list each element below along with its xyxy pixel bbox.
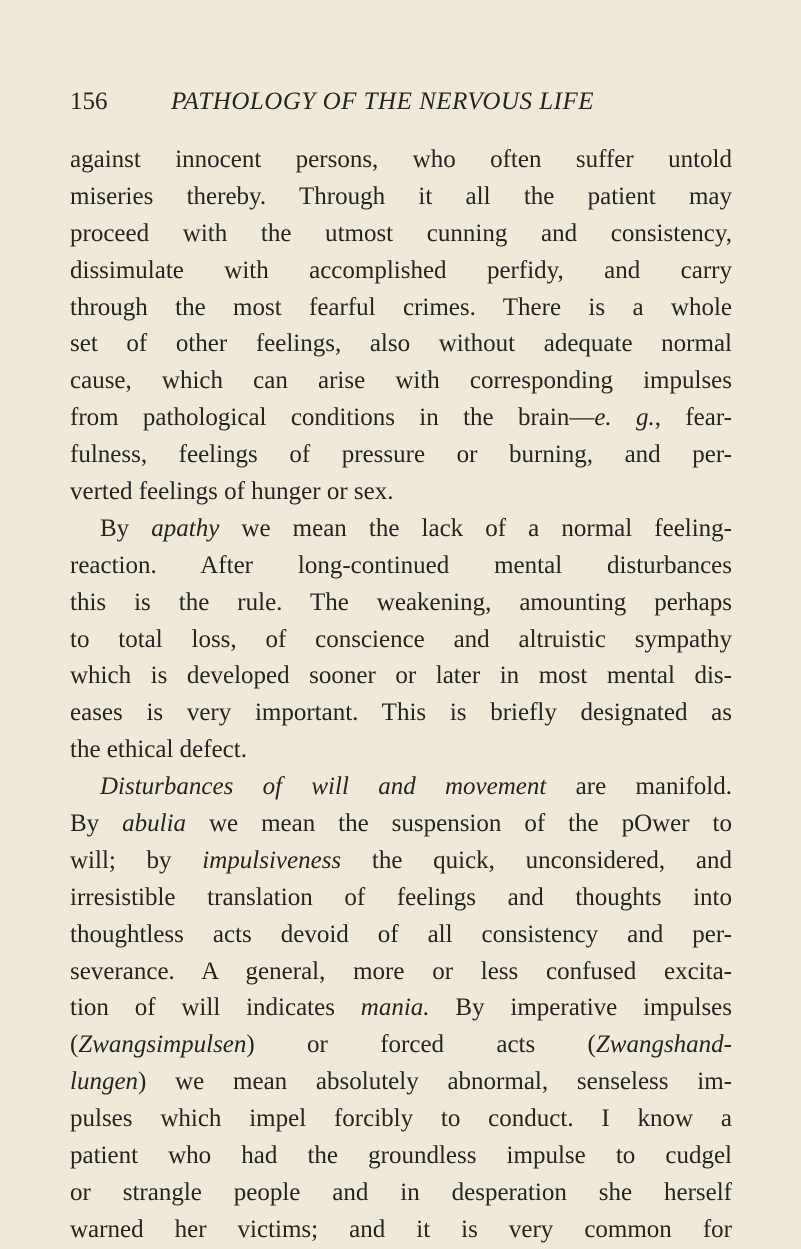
text-segment: the ethical defect. [70, 736, 247, 764]
text-line [70, 769, 732, 806]
text-segment: warned her victims; and it is very common for [70, 1215, 732, 1243]
text-line [70, 400, 732, 437]
text-segment: ) or forced acts ( [246, 1031, 596, 1059]
text-segment: dissimulate with accomplished perfidy, and carry [70, 256, 732, 284]
italic-term: impulsiveness [202, 846, 342, 874]
text-segment: verted feelings of hunger or sex. [70, 478, 394, 506]
text-segment: cause, which can arise with corresponding impulses [70, 367, 732, 395]
text-line [70, 216, 732, 253]
text-segment: pulses which impel forcibly to conduct. I know a [70, 1105, 732, 1133]
text-segment: severance. A general, more or less confused excita- [70, 957, 732, 985]
text-segment: By imperative impulses [429, 994, 733, 1022]
text-segment: eases is very important. This is briefly designated as [70, 699, 732, 727]
text-segment: fulness, feelings of pressure or burning, and per- [70, 441, 732, 469]
text-segment: tion of will indicates [70, 994, 361, 1022]
italic-term: lungen [70, 1068, 139, 1096]
running-head: PATHOLOGY OF THE NERVOUS LIFE [171, 88, 595, 115]
text-segment: we mean the lack of a normal feeling- [219, 514, 733, 542]
italic-term: mania. [360, 994, 430, 1022]
text-segment: against innocent persons, who often suffer untold [70, 146, 732, 173]
text-line [70, 548, 732, 585]
text-segment: irresistible translation of feelings and thoughts into [70, 883, 732, 911]
text-line [70, 179, 732, 216]
text-segment: this is the rule. The weakening, amounting perhaps [70, 588, 732, 616]
text-line [70, 1212, 732, 1249]
body-text [70, 142, 732, 1249]
text-segment: reaction. After long-continued mental disturbances [70, 551, 732, 579]
text-line [70, 990, 732, 1027]
text-line [70, 806, 732, 843]
text-line [70, 437, 732, 474]
text-segment: thoughtless acts devoid of all consistency and per- [70, 920, 732, 948]
text-line [70, 1138, 732, 1175]
text-line [70, 142, 732, 179]
page-number: 156 [70, 88, 108, 115]
text-segment: or strangle people and in desperation she herself [70, 1178, 732, 1206]
text-line [70, 732, 732, 769]
text-segment: miseries thereby. Through it all the patient may [70, 182, 732, 210]
text-segment: , fear- [654, 404, 733, 432]
text-line [70, 1175, 732, 1212]
text-line [70, 954, 732, 991]
text-line [70, 1027, 732, 1064]
text-line [70, 1101, 732, 1138]
italic-term: e. g. [594, 404, 655, 432]
text-segment: we mean the suspension of the pOwer to [186, 810, 732, 838]
italic-term: apathy [151, 514, 220, 542]
text-segment: By [100, 514, 152, 542]
text-line [70, 326, 732, 363]
text-segment: through the most fearful crimes. There is a whole [70, 293, 732, 321]
text-line [70, 880, 732, 917]
text-segment: By [70, 810, 123, 838]
text-segment: set of other feelings, also without adequate normal [70, 330, 732, 358]
text-segment: are manifold. [546, 773, 732, 801]
italic-term: abulia [122, 810, 187, 838]
text-segment: ( [70, 1031, 79, 1059]
text-line [70, 843, 732, 880]
text-line [70, 695, 732, 732]
italic-term: Zwangsimpulsen [78, 1031, 247, 1059]
text-segment: the quick, unconsidered, and [341, 846, 732, 874]
text-line [70, 917, 732, 954]
text-line [70, 363, 732, 400]
text-segment: proceed with the utmost cunning and consistency, [70, 219, 732, 247]
text-segment: patient who had the groundless impulse to cudgel [70, 1142, 732, 1170]
text-line [70, 253, 732, 290]
text-line [70, 1064, 732, 1101]
text-segment: to total loss, of conscience and altruistic sympathy [70, 625, 732, 653]
text-line [70, 622, 732, 659]
text-segment: ) we mean absolutely abnormal, senseless im- [138, 1068, 732, 1096]
text-segment: will; by [70, 846, 203, 874]
text-line [70, 585, 732, 622]
text-line [70, 511, 732, 548]
italic-term: Zwangshand- [595, 1031, 732, 1059]
italic-term: Disturbances of will and movement [100, 773, 547, 801]
text-line [70, 290, 732, 327]
text-line [70, 658, 732, 695]
text-line [70, 474, 732, 511]
page-header [70, 88, 730, 124]
text-segment: from pathological conditions in the brain— [70, 404, 595, 432]
text-segment: which is developed sooner or later in most mental dis- [70, 662, 732, 690]
